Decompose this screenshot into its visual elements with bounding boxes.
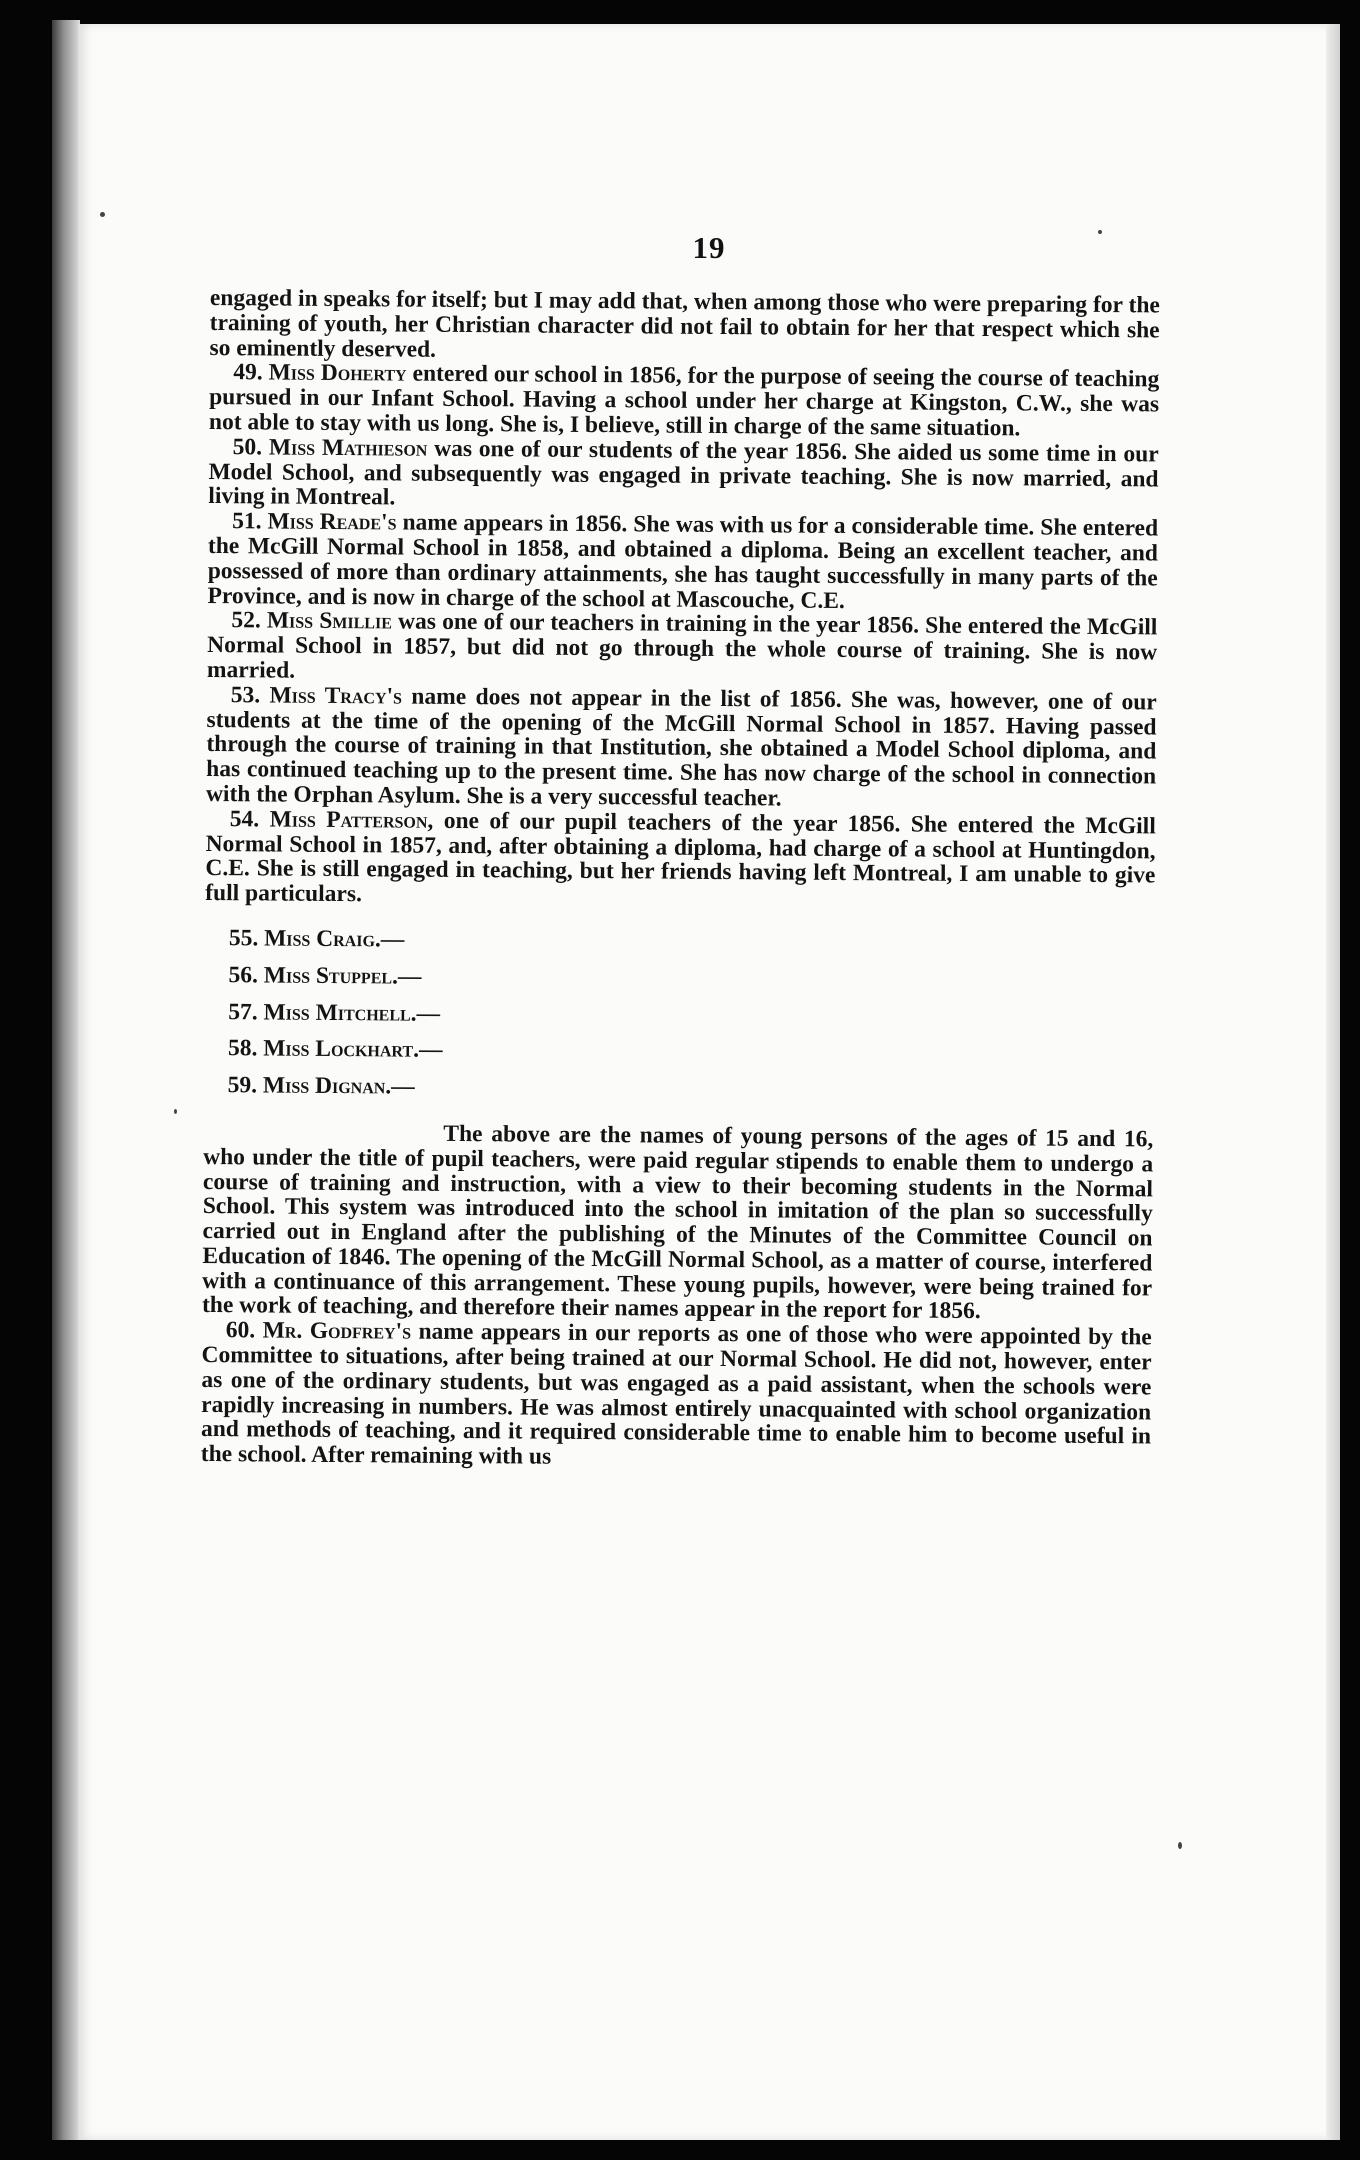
entry-54 [205, 807, 1156, 914]
entry-text: name does not appear in the list of 1856. She was, however, one of our students at the time of the opening of the McGill Normal School in 1857. Having passed through the course of training in that Institution, she obtained a Model School diploma, and has continued teaching up to the present time. She has now charge of the school in connection with the Orphan Asylum. She is a very successful teacher. [205, 683, 1157, 812]
page-gutter-shadow [52, 20, 80, 2140]
entry-lead: 60. Mr. Godfrey's [225, 1317, 412, 1345]
list-number: 58. [227, 1035, 258, 1062]
entry-text: name appears in 1856. She was with us for a considerable time. She entered the McGill Normal School in 1858, and obtained a diploma. Being an excellent teacher, and possessed of more than ordinary attainments, she has taught successfully in many parts of the Province, and is now in charge of the school at Mascouche, C.E. [207, 509, 1159, 614]
entry-49 [209, 360, 1160, 442]
paragraph-continuation [209, 286, 1160, 368]
entry-text: entered our school in 1856, for the purpose of seeing the course of teaching pursued in our Infant School. Having a school under her charge at Kingston, C.W., she was not able to stay with us long. She is, I believe, still in charge of the same situation. [208, 360, 1160, 442]
list-name: Miss Mitchell.— [263, 998, 441, 1027]
list-name: Miss Craig.— [264, 925, 405, 953]
scan-speck [100, 212, 105, 217]
entry-51 [207, 509, 1158, 616]
entry-text: was one of our students of the year 1856. She aided us some time in our Model School, and subsequently was engaged in private teaching. She is now married, and living in Montreal. [208, 435, 1159, 511]
scan-speck [1178, 1842, 1182, 1849]
list-item [205, 926, 1155, 958]
list-item [204, 963, 1154, 995]
entry-lead: 50. Miss Mathieson [232, 433, 428, 462]
pupil-teacher-list [204, 926, 1155, 1105]
list-item [204, 999, 1154, 1031]
paragraph-text: engaged in speaks for itself; but I may add that, when among those who were preparing for the training of youth, her Christian character did not fail to obtain for her that respect which she so eminently deserved. [209, 285, 1160, 363]
list-item [204, 1073, 1154, 1105]
book-page [78, 24, 1340, 2140]
list-name: Miss Lockhart.— [263, 1035, 443, 1064]
entry-52 [207, 608, 1158, 690]
entry-lead: 52. Miss Smillie [231, 607, 393, 635]
list-number: 55. [228, 925, 259, 952]
list-item [204, 1036, 1154, 1068]
body-text [201, 286, 1160, 1474]
entry-text: name appears in our reports as one of those who were appointed by the Committee to situations, after being trained at our Normal School. He did not, however, enter as one of the ordinary students, but was engaged as a paid assistant, when the schools were rapidly increasing in numbers. He was almost entirely unacquainted with school organization and methods of teaching, and it required considerable time to enable him to become useful in the school. After remaining with us [200, 1318, 1152, 1470]
list-number: 56. [228, 961, 259, 989]
list-name: Miss Stuppel.— [263, 962, 422, 990]
entry-text: was one of our teachers in training in the year 1856. She entered the McGill Normal School in 1857, but did not go through the whole course of training. She is now married. [206, 608, 1158, 684]
list-number: 57. [228, 998, 258, 1025]
page-edge [1326, 24, 1340, 2140]
page-number: 19 [692, 230, 726, 265]
entry-lead: 54. Miss Patterson, [229, 805, 434, 834]
paragraph-pupil-teachers [202, 1120, 1154, 1326]
list-number: 59. [227, 1072, 258, 1099]
entry-lead: 49. Miss Doherty [233, 359, 407, 387]
list-name: Miss Dignan.— [262, 1072, 415, 1100]
entry-53 [206, 683, 1157, 814]
entry-text: one of our pupil teachers of the year 1856. She entered the McGill Normal School in 1857, and, after obtaining a diploma, had charge of a school at Huntingdon, C.E. She is still engaged in teaching, but her friends having left Montreal, I am unable to give full particulars. [205, 807, 1156, 908]
scan-speck [174, 1109, 177, 1114]
entry-lead: 51. Miss Reade's [232, 508, 397, 536]
scan-speck [1098, 230, 1102, 234]
entry-60 [201, 1318, 1152, 1474]
entry-lead: 53. Miss Tracy's [230, 681, 403, 710]
paragraph-text: The above are the names of young persons of the ages of 15 and 16, who under the title of pupil teachers, were paid regular stipends to enable them to undergo a course of training and instruction, with a view to their becoming students in the Normal School. This system was introduced into the school in imitation of the plan so successfully carried out in England after the publishing of the Minutes of the Committee Council on Education of 1846. The opening of the McGill Normal School, as a matter of course, interfered with a continuance of this arrangement. These young pupils, however, were being trained for the work of teaching, and therefore their names appear in the report for 1856. [201, 1120, 1154, 1325]
entry-50 [208, 435, 1159, 517]
